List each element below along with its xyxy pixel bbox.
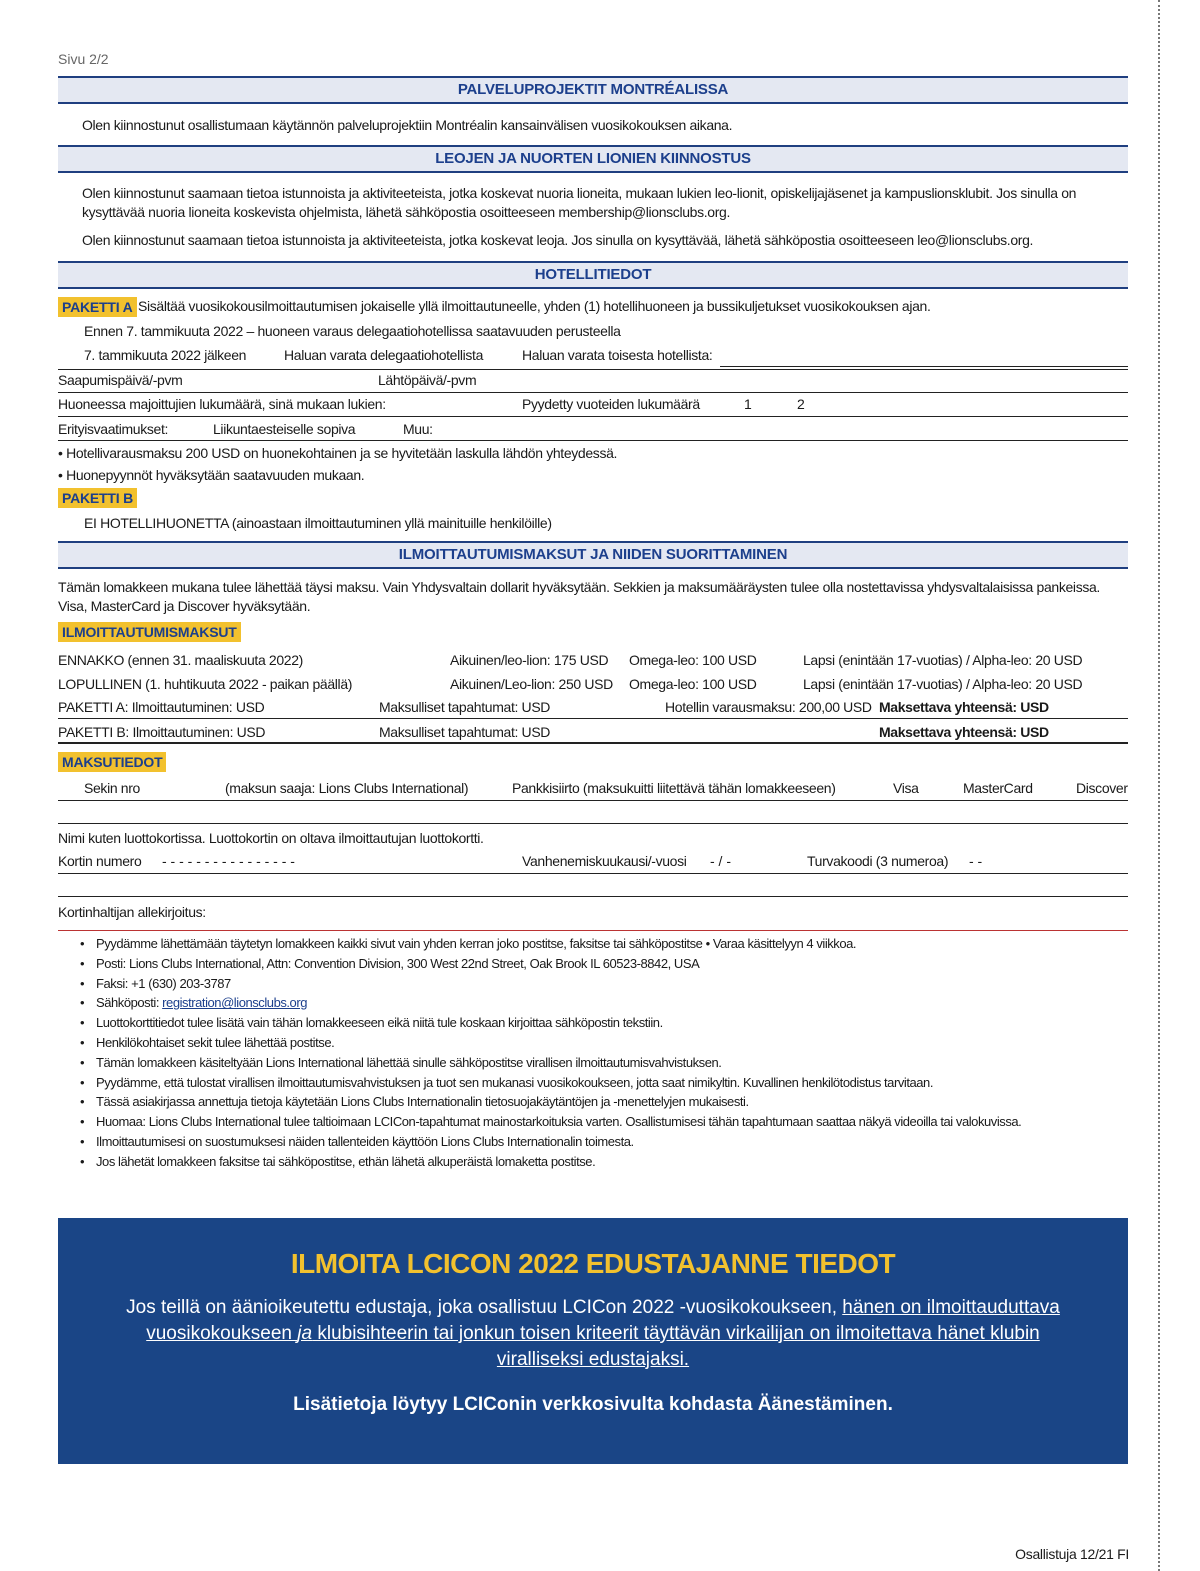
after-jan-option[interactable]: 7. tammikuuta 2022 jälkeen bbox=[84, 347, 247, 363]
list-item: • Henkilökohtaiset sekit tulee lähettää postitse. bbox=[80, 1034, 335, 1050]
card-number-field[interactable]: - - - - - - - - - - - - - - - - bbox=[162, 853, 295, 869]
final-omega-fee: Omega-leo: 100 USD bbox=[629, 676, 757, 692]
hotel-section-title: HOTELLITIEDOT bbox=[58, 261, 1128, 289]
final-child-fee: Lapsi (enintään 17-vuotias) / Alpha-leo: 20 USD bbox=[803, 676, 1083, 692]
delegation-hotel-option[interactable]: Haluan varata delegaatiohotellista bbox=[284, 347, 484, 363]
other-label: Muu: bbox=[403, 421, 433, 437]
fees-rule-2 bbox=[58, 742, 1128, 744]
list-item: • Ilmoittautumisesi on suostumuksesi näiden tallenteiden käyttöön Lions Clubs Internationalin toimesta. bbox=[80, 1133, 634, 1149]
early-adult-fee: Aikuinen/leo-lion: 175 USD bbox=[450, 652, 609, 668]
package-a-events-field[interactable]: Maksulliset tapahtumat: USD bbox=[379, 699, 551, 715]
bed-option-1[interactable]: 1 bbox=[744, 396, 752, 412]
package-a-registration-field[interactable]: PAKETTI A: Ilmoittautuminen: USD bbox=[58, 699, 265, 715]
accessible-option[interactable]: Liikuntaesteiselle sopiva bbox=[213, 421, 356, 437]
hotel-note-1: • Hotellivarausmaksu 200 USD on huonekohtainen ja se hyvitetään laskulla lähdön yhteydessä. bbox=[58, 445, 618, 461]
beds-label: Pyydetty vuoteiden lukumäärä bbox=[522, 396, 700, 412]
service-checkbox-text[interactable]: Olen kiinnostunut osallistumaan käytännön palveluprojektiin Montréalin kansainvälisen vuosikokouksen aikana. bbox=[82, 117, 733, 133]
expiry-label: Vanhenemiskuukausi/-vuosi bbox=[522, 853, 687, 869]
package-b-option[interactable]: EI HOTELLIHUONETTA (ainoastaan ilmoittautuminen yllä mainituille henkilöille) bbox=[84, 515, 552, 531]
name-on-card-label: Nimi kuten luottokortissa. Luottokortin on oltava ilmoittautujan luottokortti. bbox=[58, 830, 484, 846]
discover-option[interactable]: Discover bbox=[1076, 780, 1128, 796]
signature-label: Kortinhaltijan allekirjoitus: bbox=[58, 904, 206, 920]
early-child-fee: Lapsi (enintään 17-vuotias) / Alpha-leo: 20 USD bbox=[803, 652, 1083, 668]
bank-transfer-option[interactable]: Pankkisiirto (maksukuitti liitettävä tähän lomakkeeseen) bbox=[512, 780, 836, 796]
hotel-rule-1 bbox=[58, 369, 1128, 370]
list-item: • Luottokorttitiedot tulee lisätä vain tähän lomakkeeseen eikä niitä tule koskaan kirjoittaa sähköpostin tekstiin. bbox=[80, 1015, 663, 1031]
occupants-label: Huoneessa majoittujien lukumäärä, sinä mukaan lukien: bbox=[58, 396, 386, 412]
hotel-rule-3 bbox=[58, 416, 1128, 417]
fees-intro: Tämän lomakkeen mukana tulee lähettää täysi maksu. Vain Yhdysvaltain dollarit hyväksytään. Sekkien ja maksumääräysten tulee olla nostettavissa yhdysvaltalaisissa pankeissa. Visa, MasterCard ja Discover hyväksytään. bbox=[58, 579, 1100, 614]
final-adult-fee: Aikuinen/Leo-lion: 250 USD bbox=[450, 676, 613, 692]
delegate-headline: ILMOITA LCICON 2022 EDUSTAJANNE TIEDOT bbox=[290, 1248, 896, 1279]
list-item: • Tämän lomakkeen käsiteltyään Lions International lähettää sinulle sähköpostitse virallisen ilmoittautumisvahvistuksen. bbox=[80, 1054, 722, 1070]
package-b-registration-field[interactable]: PAKETTI B: Ilmoittautuminen: USD bbox=[58, 724, 266, 740]
fees-rule-1 bbox=[58, 718, 1128, 719]
package-a-text: Sisältää vuosikokousilmoittautumisen jokaiselle yllä ilmoittautuneelle, yhden (1) hotellihuoneen ja bussikuljetukset vuosikokouksen ajan. bbox=[138, 298, 931, 314]
early-omega-fee: Omega-leo: 100 USD bbox=[629, 652, 757, 668]
early-rate-label: ENNAKKO (ennen 31. maaliskuuta 2022) bbox=[58, 652, 303, 668]
check-payee: (maksun saaja: Lions Clubs International) bbox=[225, 780, 469, 796]
list-item: • Sähköposti: registration@lionsclubs.org bbox=[80, 995, 307, 1011]
hotel-rule-2 bbox=[58, 392, 1128, 393]
list-item: • Huomaa: Lions Clubs International tulee taltioimaan LCICon-tapahtumat mainostarkoituksia varten. Osallistumisesi tähän tapahtumaan saattaa näkyä videoilla tai valokuvissa. bbox=[80, 1114, 1022, 1130]
special-label: Erityisvaatimukset: bbox=[58, 421, 169, 437]
mastercard-option[interactable]: MasterCard bbox=[963, 780, 1033, 796]
leo-interest-text[interactable]: Olen kiinnostunut saamaan tietoa istunnoista ja aktiviteeteista, jotka koskevat leoja. Jos sinulla on kysyttävää, lähetä sähköpostia osoitteeseen leo@lionsclubs.org. bbox=[82, 232, 1034, 248]
check-number-option[interactable]: Sekin nro bbox=[84, 780, 140, 796]
payment-tag: MAKSUTIEDOT bbox=[58, 752, 166, 772]
final-rate-label: LOPULLINEN (1. huhtikuuta 2022 - paikan päällä) bbox=[58, 676, 353, 692]
list-item: • Pyydämme lähettämään täytetyn lomakkeen kaikki sivut vain yhden kerran joko postitse, faksitse tai sähköpostitse • Varaa käsittelyyn 4 viikkoa. bbox=[80, 936, 857, 951]
other-hotel-line[interactable] bbox=[720, 366, 1128, 367]
package-a-tag: PAKETTI A bbox=[58, 297, 137, 317]
payment-rule-1 bbox=[58, 800, 1128, 801]
youth-interest-text[interactable]: Olen kiinnostunut saamaan tietoa istunnoista ja aktiviteeteista, jotka koskevat nuoria lioneita, mukaan lukien leo-lionit, opiskelijajäsenet ja kampuslionsklubit. Jos sinulla on kysyttävää nuoria lioneita koskevista ohjelmista, lähetä sähköpostia osoitteeseen membership@lionsclubs.org. bbox=[82, 185, 1077, 220]
youth-section-title: LEOJEN JA NUORTEN LIONIEN KIINNOSTUS bbox=[58, 145, 1128, 173]
delegate-more-info: Lisätietoja löytyy LCIConin verkkosivulta kohdasta Äänestäminen. bbox=[293, 1394, 893, 1415]
hotel-rule-4 bbox=[58, 440, 1128, 441]
list-item: • Jos lähetät lomakkeen faksitse tai sähköpostitse, ethän lähetä alkuperäistä lomaketta postitse. bbox=[80, 1153, 596, 1169]
list-item: • Posti: Lions Clubs International, Attn: Convention Division, 300 West 22nd Street, Oak Brook IL 60523-8842, USA bbox=[80, 955, 700, 971]
visa-option[interactable]: Visa bbox=[893, 780, 919, 796]
delegate-body: Jos teillä on äänioikeutettu edustaja, joka osallistuu LCICon 2022 -vuosikokoukseen, hänen on ilmoittauduttava vuosikokoukseen ja klubisihteerin tai jonkun toisen kriteerit täyttävän virkailijan on ilmoitettava hänet klubin viralliseksi edustajaksi. bbox=[126, 1297, 1060, 1370]
cut-line bbox=[1158, 0, 1160, 1571]
other-hotel-option[interactable]: Haluan varata toisesta hotellista: bbox=[522, 347, 713, 363]
name-on-card-line[interactable] bbox=[58, 823, 1128, 824]
registration-email-link[interactable]: registration@lionsclubs.org bbox=[162, 995, 307, 1011]
signature-line[interactable] bbox=[58, 930, 1128, 931]
list-item: • Pyydämme, että tulostat virallisen ilmoittautumisvahvistuksen ja tuot sen mukanasi vuosikokoukseen, jotta saat nimikyltin. Kuvallinen henkilötodistus tarvitaan. bbox=[80, 1074, 933, 1090]
package-b-tag: PAKETTI B bbox=[58, 488, 137, 508]
service-section-title: PALVELUPROJEKTIT MONTRÉALISSA bbox=[58, 76, 1128, 104]
page-label: Sivu 2/2 bbox=[58, 51, 109, 67]
cvv-label: Turvakoodi (3 numeroa) bbox=[807, 853, 949, 869]
package-b-total-field[interactable]: Maksettava yhteensä: USD bbox=[879, 724, 1049, 740]
bed-option-2[interactable]: 2 bbox=[797, 396, 805, 412]
hotel-note-2: • Huonepyynnöt hyväksytään saatavuuden mukaan. bbox=[58, 467, 365, 483]
departure-label: Lähtöpäivä/-pvm bbox=[378, 372, 477, 388]
delegate-info-box bbox=[58, 1218, 1128, 1464]
arrival-label: Saapumispäivä/-pvm bbox=[58, 372, 183, 388]
expiry-field[interactable]: - / - bbox=[710, 853, 731, 869]
package-a-total-field[interactable]: Maksettava yhteensä: USD bbox=[879, 699, 1049, 715]
list-item: • Tässä asiakirjassa annettuja tietoja käytetään Lions Clubs Internationalin tietosuojakäytäntöjen ja -menettelyjen mukaisesti. bbox=[80, 1094, 749, 1110]
card-number-label: Kortin numero bbox=[58, 853, 142, 869]
list-item: • Faksi: +1 (630) 203-3787 bbox=[80, 975, 231, 991]
card-rule bbox=[58, 873, 1128, 874]
page-footer: Osallistuja 12/21 FI bbox=[1015, 1546, 1129, 1562]
instructions-list bbox=[80, 934, 1021, 1172]
fees-tag: ILMOITTAUTUMISMAKSUT bbox=[58, 622, 241, 642]
cvv-field[interactable]: - - bbox=[969, 853, 983, 869]
before-jan-option[interactable]: Ennen 7. tammikuuta 2022 – huoneen varaus delegaatiohotellissa saatavuuden perusteella bbox=[84, 323, 621, 339]
payment-rule-2 bbox=[58, 896, 1128, 897]
package-a-hotel-deposit: Hotellin varausmaksu: 200,00 USD bbox=[665, 699, 872, 715]
fees-section-title: ILMOITTAUTUMISMAKSUT JA NIIDEN SUORITTAMINEN bbox=[58, 541, 1128, 569]
package-b-events-field[interactable]: Maksulliset tapahtumat: USD bbox=[379, 724, 551, 740]
